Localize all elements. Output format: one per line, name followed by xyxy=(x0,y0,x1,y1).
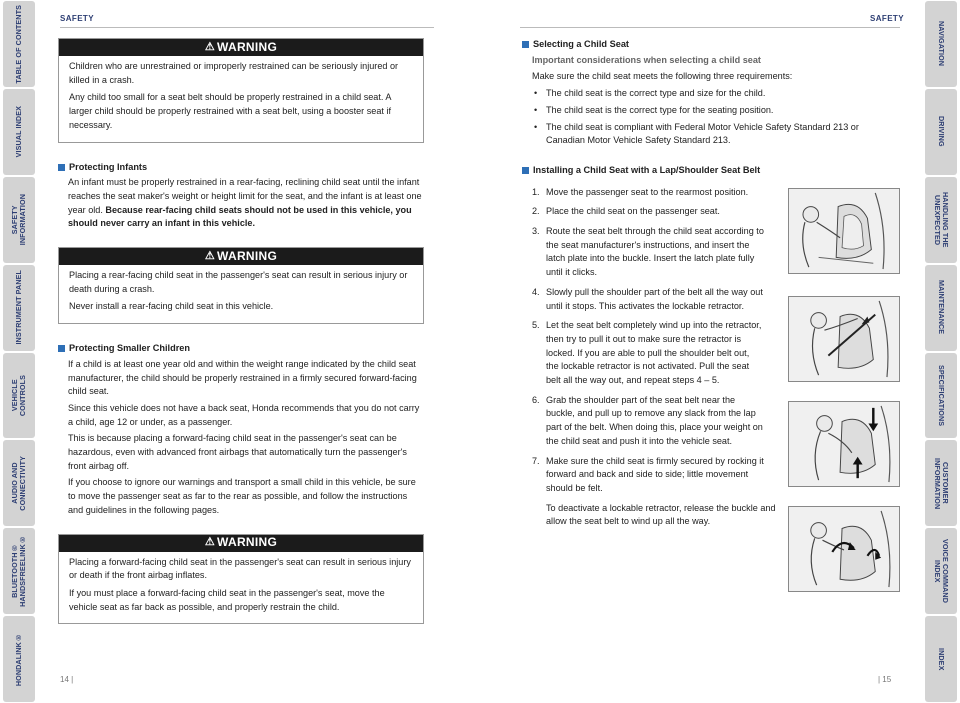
header-rule-left xyxy=(60,27,434,28)
body-text: To deactivate a lockable retractor, release the buckle and allow the seat belt to wind up all the way. xyxy=(546,502,776,527)
tab-instrument-panel[interactable]: INSTRUMENT PANEL xyxy=(3,265,35,351)
list-item: 2. Place the child seat on the passenger seat. xyxy=(532,206,720,217)
section-square-icon xyxy=(522,41,529,48)
illustration-route-belt xyxy=(788,296,900,382)
tab-audio-connectivity[interactable]: AUDIO AND CONNECTIVITY xyxy=(3,440,35,526)
list-item: • The child seat is the correct type and size for the child. xyxy=(532,87,898,101)
section-subheading: Important considerations when selecting a child seat xyxy=(532,54,761,65)
body-text: This is because placing a forward-facing child seat in the passenger's seat can be hazardous, even with advanced front airbags that automatically turn the passenger's front airbag off. xyxy=(68,433,407,471)
warning-triangle-icon: ⚠ xyxy=(204,40,216,53)
left-page-content xyxy=(58,38,424,642)
warning-banner: ⚠ WARNING xyxy=(59,248,423,265)
warning-text: If you must place a forward-facing child seat in the passenger's seat, move the vehicle seat as far back as possible, and properly restrain the child. xyxy=(69,587,385,612)
tab-safety-information[interactable]: SAFETY INFORMATION xyxy=(3,177,35,263)
tab-hondalink[interactable]: HONDALINK® xyxy=(3,616,35,702)
section-heading: Protecting Smaller Children xyxy=(69,343,190,354)
list-item: 6. Grab the shoulder part of the seat belt near the buckle, and pull up to remove any slack from the lap part of the belt. When doing this, place your weight on the child seat and push it into the vehicle seat. xyxy=(532,394,763,446)
tab-voice-command-index[interactable]: VOICE COMMAND INDEX xyxy=(925,528,957,614)
body-text: An infant must be properly restrained in a rear-facing, reclining child seat until the infant reaches the seat maker's weight or height limit for the seat, and the infant is at least one year old. xyxy=(68,177,422,215)
child-seat-illustration-1 xyxy=(789,189,899,273)
list-item: 1. Move the passenger seat to the rearmost position. xyxy=(532,186,749,197)
tab-specifications[interactable]: SPECIFICATIONS xyxy=(925,353,957,439)
section-protecting-smaller-children xyxy=(58,342,424,517)
section-square-icon xyxy=(58,345,65,352)
child-seat-illustration-4 xyxy=(789,507,899,591)
body-text: If a child is at least one year old and within the weight range indicated by the child seat manufacturer, the child should be properly restrained in a firmly secured forward-facing child seat. xyxy=(68,358,417,397)
warning-text: Placing a rear-facing child seat in the passenger's seat can result in serious injury or death during a crash. xyxy=(69,270,408,294)
warning-text: Never install a rear-facing child seat in this vehicle. xyxy=(69,301,274,312)
page-number-right: | 15 xyxy=(878,675,892,684)
page-header-left: SAFETY xyxy=(60,14,94,23)
section-square-icon xyxy=(58,164,65,171)
warning-box-forward-facing xyxy=(58,534,424,625)
warning-triangle-icon: ⚠ xyxy=(204,536,216,549)
tab-handling-unexpected[interactable]: HANDLING THE UNEXPECTED xyxy=(925,177,957,263)
list-item: • The child seat is the correct type for the seating position. xyxy=(532,104,898,118)
section-protecting-infants xyxy=(58,161,424,232)
left-chapter-tabs xyxy=(0,0,38,703)
list-item: 3. Route the seat belt through the child seat according to the seat manufacturer's instructions, and insert the latch plate into the buckle. Insert the latch plate fully until it clicks. xyxy=(532,226,764,278)
list-item: • The child seat is compliant with Federal Motor Vehicle Safety Standard 213 or Canadian Motor Vehicle Safety Standard 213. xyxy=(532,121,898,148)
tab-vehicle-controls[interactable]: VEHICLE CONTROLS xyxy=(3,353,35,439)
tab-table-of-contents[interactable]: TABLE OF CONTENTS xyxy=(3,1,35,87)
section-heading: Installing a Child Seat with a Lap/Shoulder Seat Belt xyxy=(533,164,761,175)
tab-visual-index[interactable]: VISUAL INDEX xyxy=(3,89,35,175)
illustration-move-seat xyxy=(788,188,900,274)
requirements-list xyxy=(532,87,898,148)
warning-triangle-icon: ⚠ xyxy=(204,249,216,262)
section-heading: Protecting Infants xyxy=(69,161,148,172)
page-header-right: SAFETY xyxy=(870,14,904,23)
warning-text: Placing a forward-facing child seat in the passenger's seat can result in serious injury or death if the front airbag inflates. xyxy=(69,556,411,581)
warning-box-rear-facing xyxy=(58,247,424,324)
header-rule-right xyxy=(520,27,900,28)
tab-driving[interactable]: DRIVING xyxy=(925,89,957,175)
list-item: 4. Slowly pull the shoulder part of the belt all the way out until it stops. This activates the lockable retractor. xyxy=(532,286,763,311)
list-item: 5. Let the seat belt completely wind up into the retractor, then try to pull it out to make sure the retractor is locked. If you are able to pull the shoulder belt out, the lockable retractor is not activated. Pull the seat belt all the way out, and repeat steps 4 – 5. xyxy=(532,320,762,386)
right-chapter-tabs xyxy=(922,0,960,703)
body-text: If you choose to ignore our warnings and transport a small child in this vehicle, be sure to move the passenger seat as far to the rear as possible, and follow the instructions and guidelines in the following pages. xyxy=(68,477,416,515)
illustration-check-secure xyxy=(788,506,900,592)
warning-banner: ⚠ WARNING xyxy=(59,535,423,552)
body-text: Make sure the child seat meets the following three requirements: xyxy=(532,71,793,82)
list-item: 7. Make sure the child seat is firmly secured by rocking it forward and back and side to side; little movement should be felt. xyxy=(532,455,764,493)
tab-bluetooth-handsfreelink[interactable]: BLUETOOTH® HANDSFREELINK® xyxy=(3,528,35,614)
section-square-icon xyxy=(522,167,529,174)
warning-banner: ⚠ WARNING xyxy=(59,39,423,56)
warning-text: Children who are unrestrained or improperly restrained can be seriously injured or killed in a crash. xyxy=(69,61,399,85)
tab-customer-information[interactable]: CUSTOMER INFORMATION xyxy=(925,440,957,526)
section-heading: Selecting a Child Seat xyxy=(533,39,629,49)
warning-box-unrestrained xyxy=(58,38,424,143)
body-text: Since this vehicle does not have a back seat, Honda recommends that you do not carry a child, age 12 or under, as a passenger. xyxy=(68,402,420,427)
page-number-left: 14 | xyxy=(60,675,74,684)
tab-maintenance[interactable]: MAINTENANCE xyxy=(925,265,957,351)
tab-navigation[interactable]: NAVIGATION xyxy=(925,1,957,87)
section-selecting-child-seat xyxy=(522,38,898,148)
illustration-pull-slack xyxy=(788,401,900,487)
body-text-emphasis: Because rear-facing child seats should not be used in this vehicle, you should never carry an infant in this vehicle. xyxy=(68,204,412,229)
tab-index[interactable]: INDEX xyxy=(925,616,957,702)
child-seat-illustration-2 xyxy=(789,297,899,381)
child-seat-illustration-3 xyxy=(789,402,899,486)
warning-text: Any child too small for a seat belt should be properly restrained in a child seat. A larger child should be properly restrained with a seat belt, using a booster seat if necessary. xyxy=(69,92,391,130)
